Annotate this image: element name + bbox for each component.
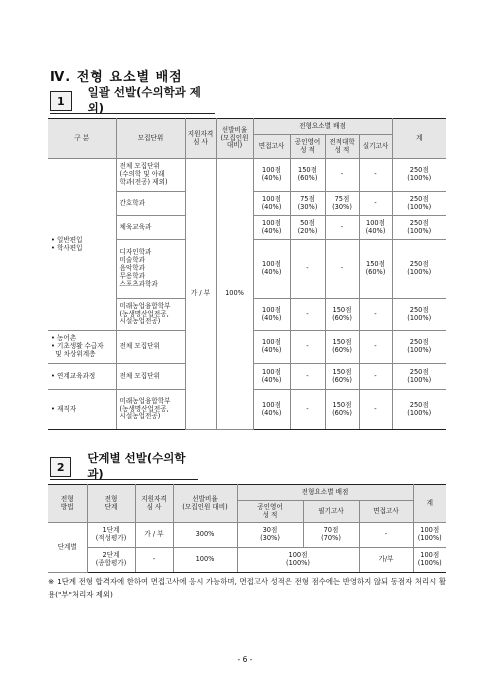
header-interview: 면접고사 xyxy=(359,501,413,523)
header-unit: 모집단위 xyxy=(116,119,185,159)
total-score: 100점 (100%) xyxy=(413,548,446,573)
english-score: - xyxy=(290,331,325,364)
subsection-1-title: 일괄 선발(수의학과 제외) xyxy=(87,85,201,115)
interview-score: 100점 (40%) xyxy=(253,159,290,192)
total-score: 100점 (100%) xyxy=(413,523,446,548)
subsection-2-title: 단계별 선발(수의학과) xyxy=(87,451,186,481)
header-ratio: 선발비율 (모집인원 대비) xyxy=(216,119,253,159)
practical-score: - xyxy=(359,159,392,192)
stage-cell: 2단계 (종합평가) xyxy=(87,548,135,573)
practical-score: - xyxy=(359,331,392,364)
table-stage-selection xyxy=(48,484,446,573)
category-general: • 일반편입 • 학사편입 xyxy=(48,159,116,331)
subsection-1-underline xyxy=(50,113,215,114)
total-score: 250점 (100%) xyxy=(392,364,446,390)
unit-cell: 미래농업융합학부 (농생명산업전공, 시설농업전공) xyxy=(116,390,185,430)
english-score: - xyxy=(290,390,325,430)
combined-score: 100점 (100%) xyxy=(237,548,359,573)
practical-score: - xyxy=(359,390,392,430)
header-total: 계 xyxy=(413,485,446,523)
english-score: - xyxy=(290,240,325,299)
college-score: - xyxy=(325,216,359,240)
practical-score: 150점 (60%) xyxy=(359,240,392,299)
category-linked: • 연계교육과정 xyxy=(48,364,116,390)
total-score: 250점 (100%) xyxy=(392,216,446,240)
college-score: - xyxy=(325,159,359,192)
interview-score: 100점 (40%) xyxy=(253,216,290,240)
qualification-cell: - xyxy=(135,548,173,573)
page-number: - 6 - xyxy=(237,655,253,664)
practical-score: 100점 (40%) xyxy=(359,216,392,240)
interview-score: - xyxy=(359,523,413,548)
qualification-cell: 가 / 부 xyxy=(135,523,173,548)
english-score: 150점 (60%) xyxy=(290,159,325,192)
header-interview: 면접고사 xyxy=(253,135,290,159)
total-score: 250점 (100%) xyxy=(392,390,446,430)
interview-score: 가/부 xyxy=(359,548,413,573)
header-written: 필기고사 xyxy=(303,501,359,523)
interview-score: 100점 (40%) xyxy=(253,390,290,430)
ratio-cell: 100% xyxy=(216,159,253,430)
header-qualification: 지원자격 심 사 xyxy=(185,119,216,159)
college-score: 150점 (60%) xyxy=(325,331,359,364)
interview-score: 100점 (40%) xyxy=(253,192,290,216)
category-employed: • 재직자 xyxy=(48,390,116,430)
header-elements: 전형요소별 배점 xyxy=(253,119,392,135)
total-score: 250점 (100%) xyxy=(392,159,446,192)
unit-cell: 체육교육과 xyxy=(116,216,185,240)
header-ratio: 선발비율 (모집인원 대비) xyxy=(173,485,237,523)
english-score: 30점 (30%) xyxy=(237,523,303,548)
english-score: 50점 (20%) xyxy=(290,216,325,240)
english-score: - xyxy=(290,299,325,331)
college-score: 75점 (30%) xyxy=(325,192,359,216)
total-score: 250점 (100%) xyxy=(392,192,446,216)
unit-cell: 디자인학과 미술학과 음악학과 무용학과 스포츠과학과 xyxy=(116,240,185,299)
interview-score: 100점 (40%) xyxy=(253,331,290,364)
table-row xyxy=(48,548,446,573)
english-score: 75점 (30%) xyxy=(290,192,325,216)
header-college: 전적대학 성 적 xyxy=(325,135,359,159)
interview-score: 100점 (40%) xyxy=(253,299,290,331)
footnote: ※ 1단계 전형 합격자에 한하여 면접고사에 응시 가능하며, 면접고사 성적은 전형 점수에는 반영하지 않되 동점자 처리시 활용("부"처리자 제외) xyxy=(48,577,446,599)
header-english: 공인영어 성 적 xyxy=(290,135,325,159)
total-score: 250점 (100%) xyxy=(392,299,446,331)
stage-cell: 1단계 (적성평가) xyxy=(87,523,135,548)
college-score: 150점 (60%) xyxy=(325,364,359,390)
header-english: 공인영어 성 적 xyxy=(237,501,303,523)
method-cell: 단계별 xyxy=(48,523,87,573)
subsection-2-header xyxy=(50,451,198,481)
table-batch-selection xyxy=(48,118,446,430)
total-score: 250점 (100%) xyxy=(392,240,446,299)
qualification-cell: 가 / 부 xyxy=(185,159,216,430)
college-score: 150점 (60%) xyxy=(325,390,359,430)
subsection-1-header xyxy=(50,85,215,115)
table-row xyxy=(48,523,446,548)
ratio-cell: 100% xyxy=(173,548,237,573)
unit-cell: 간호학과 xyxy=(116,192,185,216)
table-row xyxy=(48,159,446,192)
header-qualification: 지원자격 심 사 xyxy=(135,485,173,523)
written-score: 70점 (70%) xyxy=(303,523,359,548)
header-total: 계 xyxy=(392,119,446,159)
header-stage: 전형 단계 xyxy=(87,485,135,523)
practical-score: - xyxy=(359,192,392,216)
practical-score: - xyxy=(359,364,392,390)
header-method: 전형 방법 xyxy=(48,485,87,523)
total-score: 250점 (100%) xyxy=(392,331,446,364)
subsection-1-number: 1 xyxy=(50,91,72,111)
unit-cell: 전체 모집단위 (수의학 및 아래 학과(전공) 제외) xyxy=(116,159,185,192)
practical-score: - xyxy=(359,299,392,331)
interview-score: 100점 (40%) xyxy=(253,240,290,299)
college-score: - xyxy=(325,240,359,299)
college-score: 150점 (60%) xyxy=(325,299,359,331)
unit-cell: 전체 모집단위 xyxy=(116,364,185,390)
category-rural: • 농어촌 • 기초생활 수급자 및 차상위계층 xyxy=(48,331,116,364)
unit-cell: 미래농업융합학부 (농생명산업전공, 시설농업전공) xyxy=(116,299,185,331)
section-title: Ⅳ. 전형 요소별 배점 xyxy=(50,70,183,85)
interview-score: 100점 (40%) xyxy=(253,364,290,390)
header-category: 구 분 xyxy=(48,119,116,159)
unit-cell: 전체 모집단위 xyxy=(116,331,185,364)
subsection-2-number: 2 xyxy=(50,457,71,477)
header-elements: 전형요소별 배점 xyxy=(237,485,413,501)
subsection-2-underline xyxy=(50,479,198,480)
header-practical: 실기고사 xyxy=(359,135,392,159)
ratio-cell: 300% xyxy=(173,523,237,548)
english-score: - xyxy=(290,364,325,390)
